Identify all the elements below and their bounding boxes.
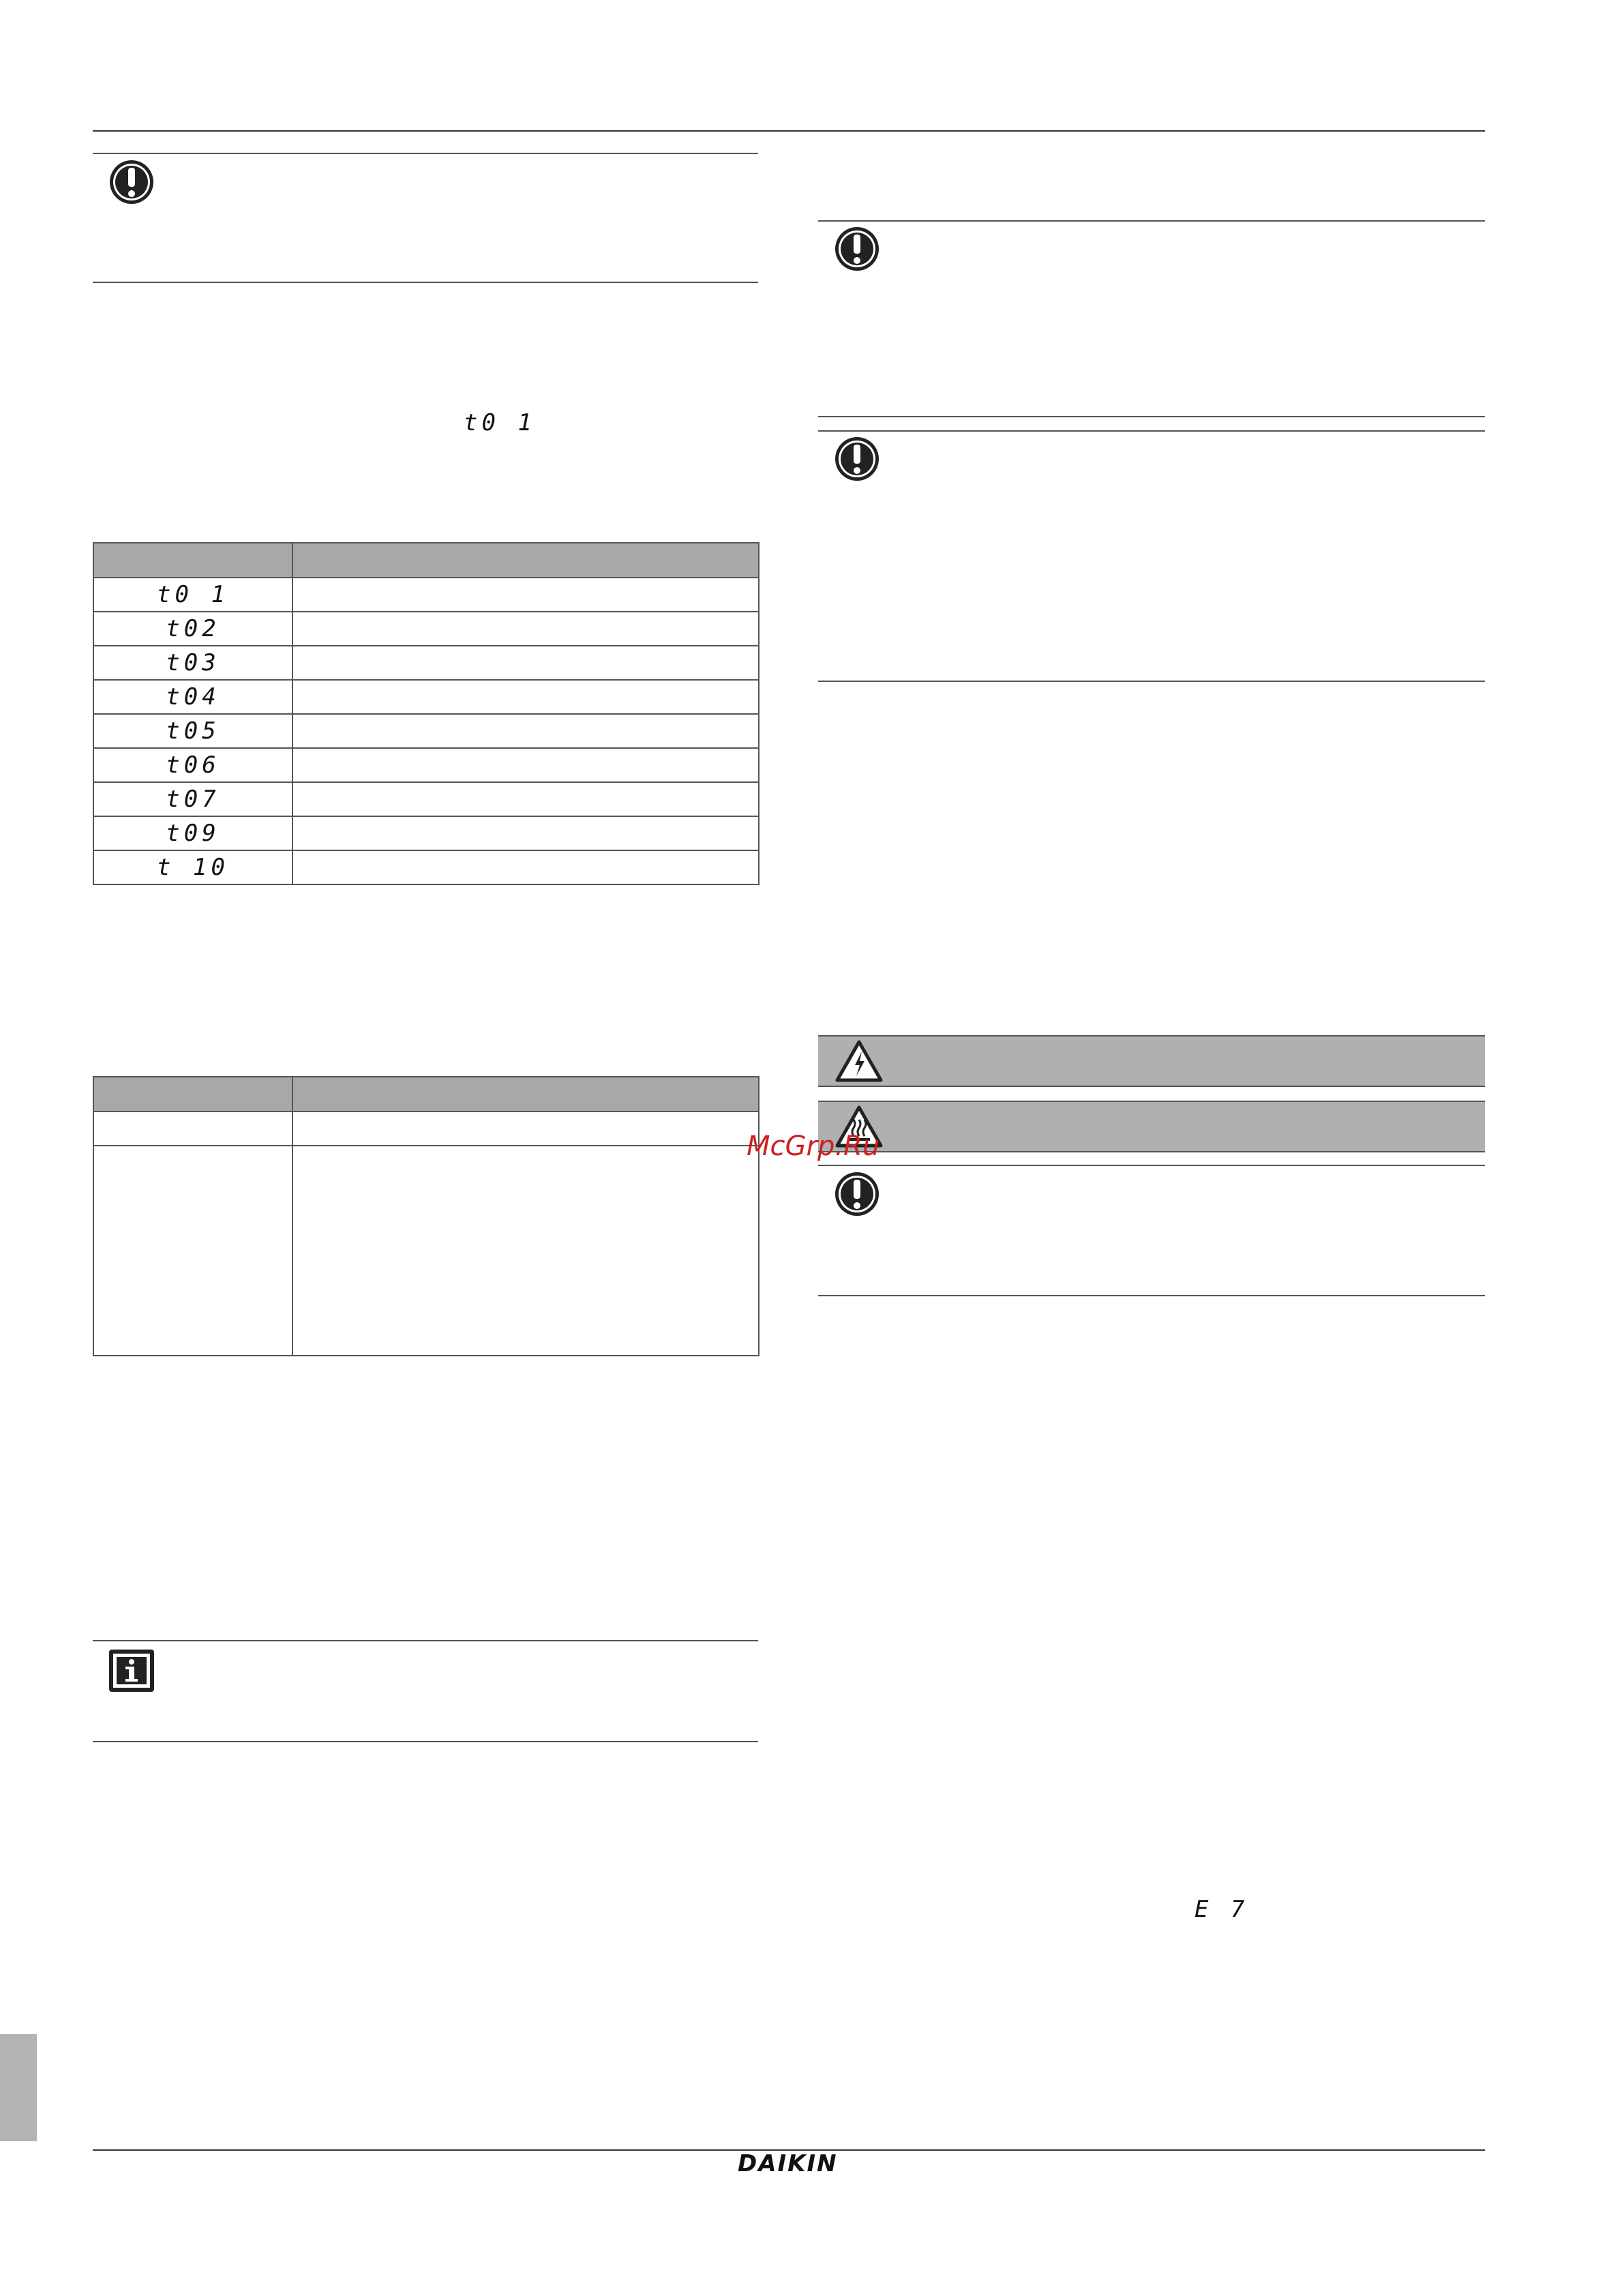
desc-cell	[292, 646, 759, 680]
notice-bottom-rule	[818, 681, 1485, 682]
notice-bottom-rule	[93, 282, 758, 283]
code-table-1	[93, 542, 760, 885]
exclamation-icon	[833, 225, 881, 273]
desc-cell	[292, 680, 759, 714]
info-icon	[108, 1648, 155, 1693]
desc-cell	[292, 748, 759, 782]
info-bottom-rule	[93, 1741, 758, 1742]
notice-top-rule	[818, 430, 1485, 432]
desc-cell	[292, 578, 759, 612]
notice-top-rule	[818, 220, 1485, 222]
table-header-cell	[93, 543, 292, 578]
notice-top-rule	[818, 1165, 1485, 1166]
table-row	[93, 612, 759, 646]
desc-cell	[292, 850, 759, 884]
desc-cell	[292, 816, 759, 850]
table-row	[93, 816, 759, 850]
table-header-cell	[292, 543, 759, 578]
header-rule	[93, 130, 1485, 132]
table-header-row	[93, 543, 759, 578]
table-row	[93, 782, 759, 816]
table-row	[93, 714, 759, 748]
table-row	[93, 850, 759, 884]
code-cell: t07	[93, 782, 292, 816]
desc-cell	[292, 1146, 759, 1356]
table-row	[93, 1146, 759, 1356]
table-header-cell	[93, 1077, 292, 1112]
hot-surface-warning-banner	[818, 1101, 1485, 1152]
desc-cell	[292, 1112, 759, 1146]
chapter-side-tab	[0, 2034, 37, 2141]
table-row	[93, 1112, 759, 1146]
desc-cell	[292, 782, 759, 816]
table-row	[93, 748, 759, 782]
table-row	[93, 578, 759, 612]
notice-bottom-rule	[818, 416, 1485, 417]
code-cell: t09	[93, 816, 292, 850]
exclamation-icon	[833, 435, 881, 483]
table-header-cell	[292, 1077, 759, 1112]
code-cell: t 10	[93, 850, 292, 884]
notice-bottom-rule	[818, 1295, 1485, 1296]
code-cell	[93, 1112, 292, 1146]
electrical-warning-banner	[818, 1035, 1485, 1087]
daikin-logo: DAIKIN	[738, 2150, 838, 2177]
code-cell	[93, 1146, 292, 1356]
inline-code-t01: t0 1	[464, 409, 536, 436]
watermark-text: McGrp.Ru	[747, 1131, 880, 1162]
code-table-2	[93, 1076, 760, 1356]
table-row	[93, 646, 759, 680]
table-header-row	[93, 1077, 759, 1112]
exclamation-icon	[108, 158, 155, 206]
code-cell: t0 1	[93, 578, 292, 612]
table-row	[93, 680, 759, 714]
exclamation-icon	[833, 1170, 881, 1218]
code-cell: t03	[93, 646, 292, 680]
code-cell: t06	[93, 748, 292, 782]
inline-code-e7: E 7	[1194, 1896, 1249, 1923]
code-cell: t02	[93, 612, 292, 646]
desc-cell	[292, 612, 759, 646]
code-cell: t05	[93, 714, 292, 748]
info-top-rule	[93, 1640, 758, 1641]
electric-hazard-icon	[834, 1039, 884, 1083]
notice-top-rule	[93, 153, 758, 154]
code-cell: t04	[93, 680, 292, 714]
desc-cell	[292, 714, 759, 748]
